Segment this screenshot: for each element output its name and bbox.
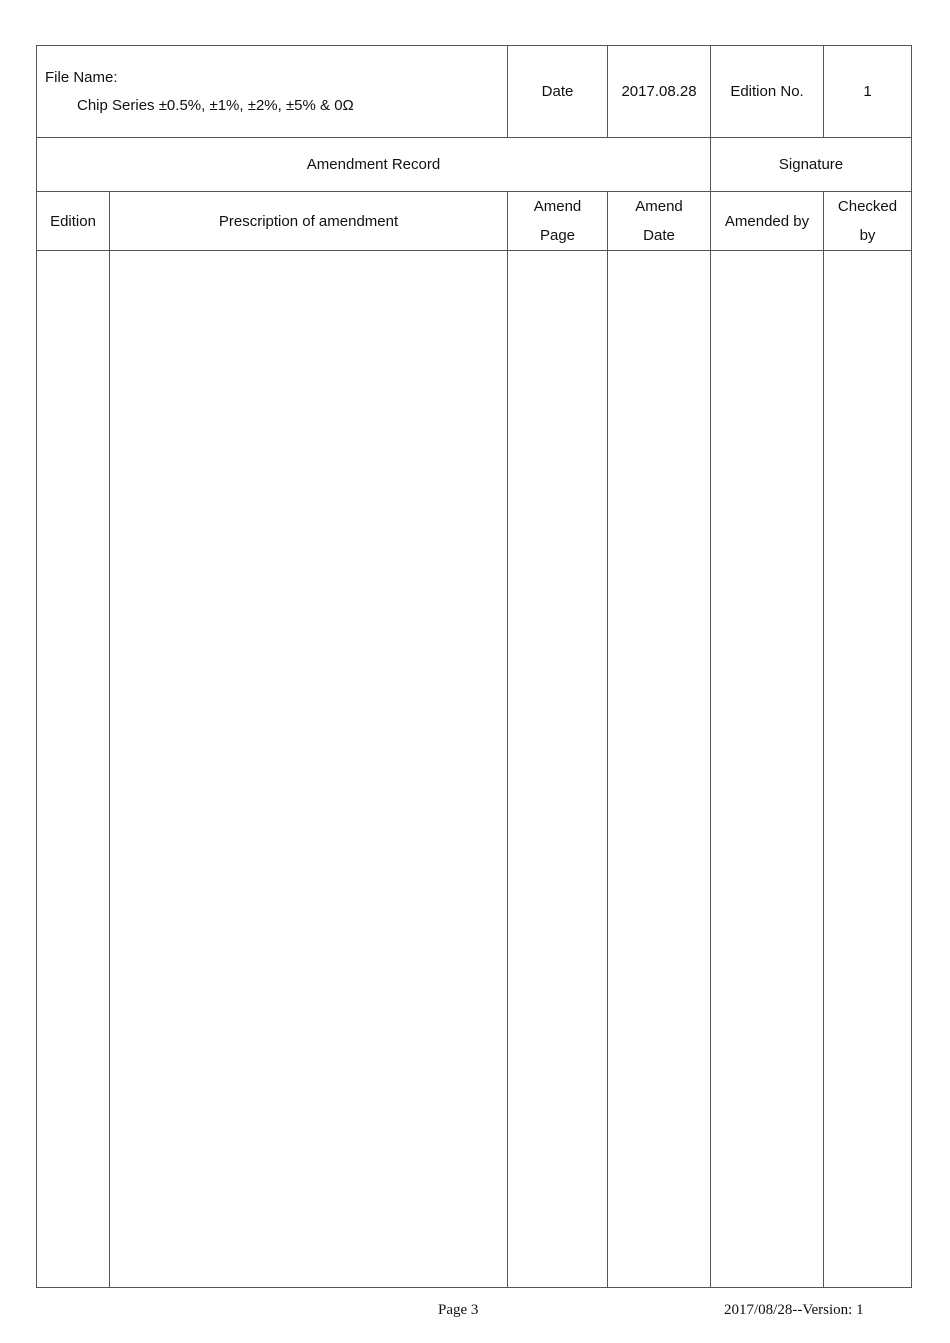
amended-by-cell	[711, 251, 824, 1288]
amend-page-header-line2: Page	[539, 227, 576, 244]
amend-date-header-line2: Date	[643, 227, 675, 244]
edition-no-label: Edition No.	[711, 46, 824, 138]
edition-cell	[37, 251, 110, 1288]
amendment-record-sheet	[36, 45, 911, 1288]
checked-by-header-line2: by	[859, 227, 876, 244]
prescription-cell	[110, 251, 508, 1288]
amendment-record-heading: Amendment Record	[37, 138, 711, 192]
amend-page-column-header	[508, 192, 608, 251]
empty-record-row	[37, 251, 912, 1288]
edition-no-value: 1	[824, 46, 912, 138]
checked-by-cell	[824, 251, 912, 1288]
date-label: Date	[508, 46, 608, 138]
version-stamp: 2017/08/28--Version: 1	[724, 1302, 864, 1318]
amend-date-cell	[608, 251, 711, 1288]
file-name-label: File Name:	[45, 68, 118, 86]
page-number: Page 3	[438, 1302, 479, 1318]
edition-column-header: Edition	[37, 192, 110, 251]
column-header-row	[37, 192, 912, 251]
amend-date-column-header	[608, 192, 711, 251]
prescription-column-header: Prescription of amendment	[110, 192, 508, 251]
amendment-record-table	[36, 45, 912, 1288]
amended-by-column-header: Amended by	[711, 192, 824, 251]
signature-heading: Signature	[711, 138, 912, 192]
file-info-row	[37, 46, 912, 138]
amend-page-header-line1: Amend	[533, 198, 582, 215]
file-name-value: Chip Series ±0.5%, ±1%, ±2%, ±5% & 0Ω	[77, 96, 354, 114]
checked-by-column-header	[824, 192, 912, 251]
date-value: 2017.08.28	[608, 46, 711, 138]
file-name-cell	[37, 46, 508, 138]
amend-page-cell	[508, 251, 608, 1288]
section-heading-row	[37, 138, 912, 192]
amend-date-header-line1: Amend	[635, 198, 683, 215]
checked-by-header-line1: Checked	[837, 198, 898, 215]
